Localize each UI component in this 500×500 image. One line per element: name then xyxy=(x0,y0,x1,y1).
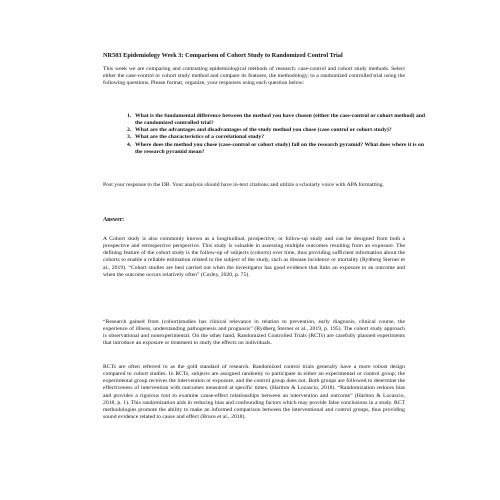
question-item xyxy=(127,134,429,141)
question-text: What are the advantages and disadvantages of the study method you chose (case control or cohort study)? xyxy=(135,127,392,134)
intro-paragraph: This week we are comparing and contrasting epidemiological methods of research: case-control and cohort study methods. Select either the case-control or cohort study method and compare its features, the methodology, to a randomized controlled trial using the following questions. Please format, organize, your responses using each question below: xyxy=(103,66,405,87)
question-number: 2. xyxy=(127,127,132,134)
question-number: 3. xyxy=(127,134,132,141)
question-number: 4. xyxy=(127,141,132,148)
answer-paragraph: A Cohort study is also commonly known as a longitudinal, prospective, or follow-up study and can be designed from both a prospective and retrospective perspective. This study is valuable in assessing multiple outcomes resulting from an exposure. The defining feature of the cohort study is the follow-up of subjects (cohorts) over time, thus providing sufficient information about the cohorts to enable a reliable estimation related to the subject of the study, such as disease incidence or mortality (Rydberg Sterner et al., 2019). “Cohort studies are best carried out when the investigator has good evidence that links an exposure to an outcome and when the outcome occurs relatively often” (Curley, 2020, p. 75). xyxy=(103,236,405,278)
answer-paragraph: “Research gained from (cohort)studies has clinical relevance in relation to prevention, early diagnosis, clinical course, the experience of illness, understanding pathogenesis and prognosis” (Rydberg Sterner et al., 2019, p. 195). The cohort study approach is observational and nonexperimental. On the other hand, Randomized Controlled Trials (RCTs) are carefully planned experiments that introduce an exposure or treatment to study the effects on individuals. xyxy=(103,319,405,347)
post-instructions: Post your response to the DB. Your analysis should have in-text citations and utilize a scholarly voice with APA formatting. xyxy=(103,182,384,188)
question-number: 1. xyxy=(127,113,132,119)
question-text: Where does the method you chose (case-control or cohort study) fall on the research pyramid? What does where it is on the research pyramid mean? xyxy=(135,141,424,155)
document-title: NR503 Epidemiology Week 3: Comparison of Cohort Study to Randomized Control Trial xyxy=(103,52,343,59)
question-text: What are the characteristics of a correlational study? xyxy=(135,134,265,141)
answer-paragraph: RCTs are often referred to as the gold standard of research. Randomized control trials generally have a more robust design compared to cohort studies. In RCTs, subjects are assigned randomly to participate in either an experimental or control group; the experimental group receives the intervention or exposure, and the control group does not. Both groups are followed to determine the effectiveness of intervention with outcomes measured at specific times. (Hariton & Locascio, 2018). “Randomization reduces bias and provides a rigorous tool to examine cause-effect relationships between an intervention and outcome” (Hariton & Locascio, 2018, p. 1). This randomization aids in reducing bias and confounding factors which may provide false conclusions in a study. RCT methodologies promote the ability to make an informed comparison between the interventional and control groups, thus providing sound evidence related to cause and effect (Bruce et al., 2018). xyxy=(103,364,405,421)
answer-heading: Answer: xyxy=(103,217,125,223)
question-item xyxy=(127,142,429,156)
question-item xyxy=(127,127,429,134)
questions-list xyxy=(103,113,429,156)
question-text: What is the fundamental difference between the method you have chosen (either the case-control or cohort method) and the randomized controlled trial? xyxy=(135,113,426,127)
question-item xyxy=(127,113,429,127)
